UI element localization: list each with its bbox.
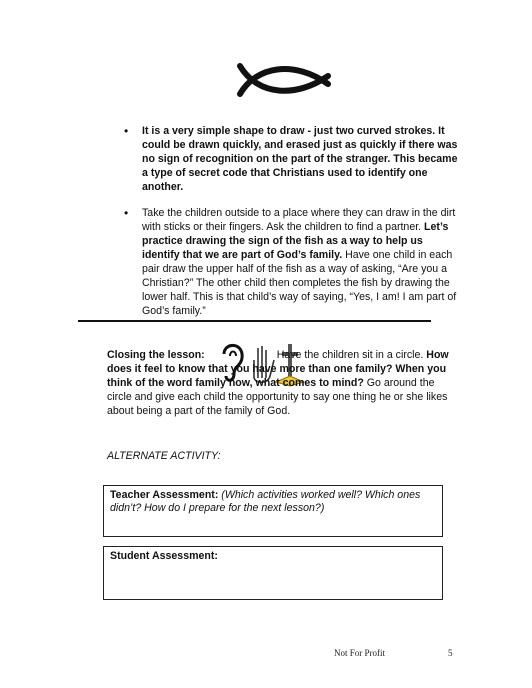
bullet-text: Have one child in each pair draw the upper half of the fish as a way of asking, “Are you a Christian?” The other child then completes the fish by drawing the lower half. This is that child’s way of saying, “Yes, I am! I am part of God’s family.” [142, 249, 457, 317]
page-number: 5 [448, 648, 453, 658]
bullet-item [122, 124, 462, 194]
fish-symbol-icon [236, 58, 332, 102]
closing-label: Closing the lesson: [107, 349, 205, 361]
bullet-item [122, 206, 462, 318]
alternate-activity-heading: ALTERNATE ACTIVITY: [107, 450, 221, 462]
closing-text: Have the children sit in a circle. [276, 349, 424, 361]
bullet-bold-text: It is a very simple shape to draw - just two curved strokes. It could be drawn quickly, and erased just as quickly if there was no sign of recognition on the part of the stranger. This became a type of secret code that Christians used to identify one another. [142, 125, 458, 193]
teacher-assessment-label: Teacher Assessment: [110, 489, 219, 501]
student-assessment-label: Student Assessment: [110, 550, 218, 562]
closing-question: How does it feel to know that you have more than one family? When you think of the word family now, what comes to mind? [107, 349, 449, 389]
teacher-assessment-box[interactable] [103, 485, 443, 537]
bullet-text: Take the children outside to a place where they can draw in the dirt with sticks or their fingers. Ask the children to find a partner. [142, 207, 456, 233]
teacher-assessment-prompt: (Which activities worked well? Which ones didn’t? How do I prepare for the next lesson?) [110, 489, 421, 514]
footer-text: Not For Profit [334, 648, 386, 658]
closing-text: Go around the circle and give each child the opportunity to say one thing he or she likes about being a part of the family of God. [107, 377, 448, 417]
student-assessment-box[interactable] [103, 546, 443, 600]
horizontal-divider [78, 320, 431, 322]
bullet-bold-text: Let’s practice drawing the sign of the fish as a way to help us identify that we are part of God’s family. [142, 221, 449, 261]
closing-paragraph [107, 348, 459, 418]
bullet-list [122, 124, 462, 330]
